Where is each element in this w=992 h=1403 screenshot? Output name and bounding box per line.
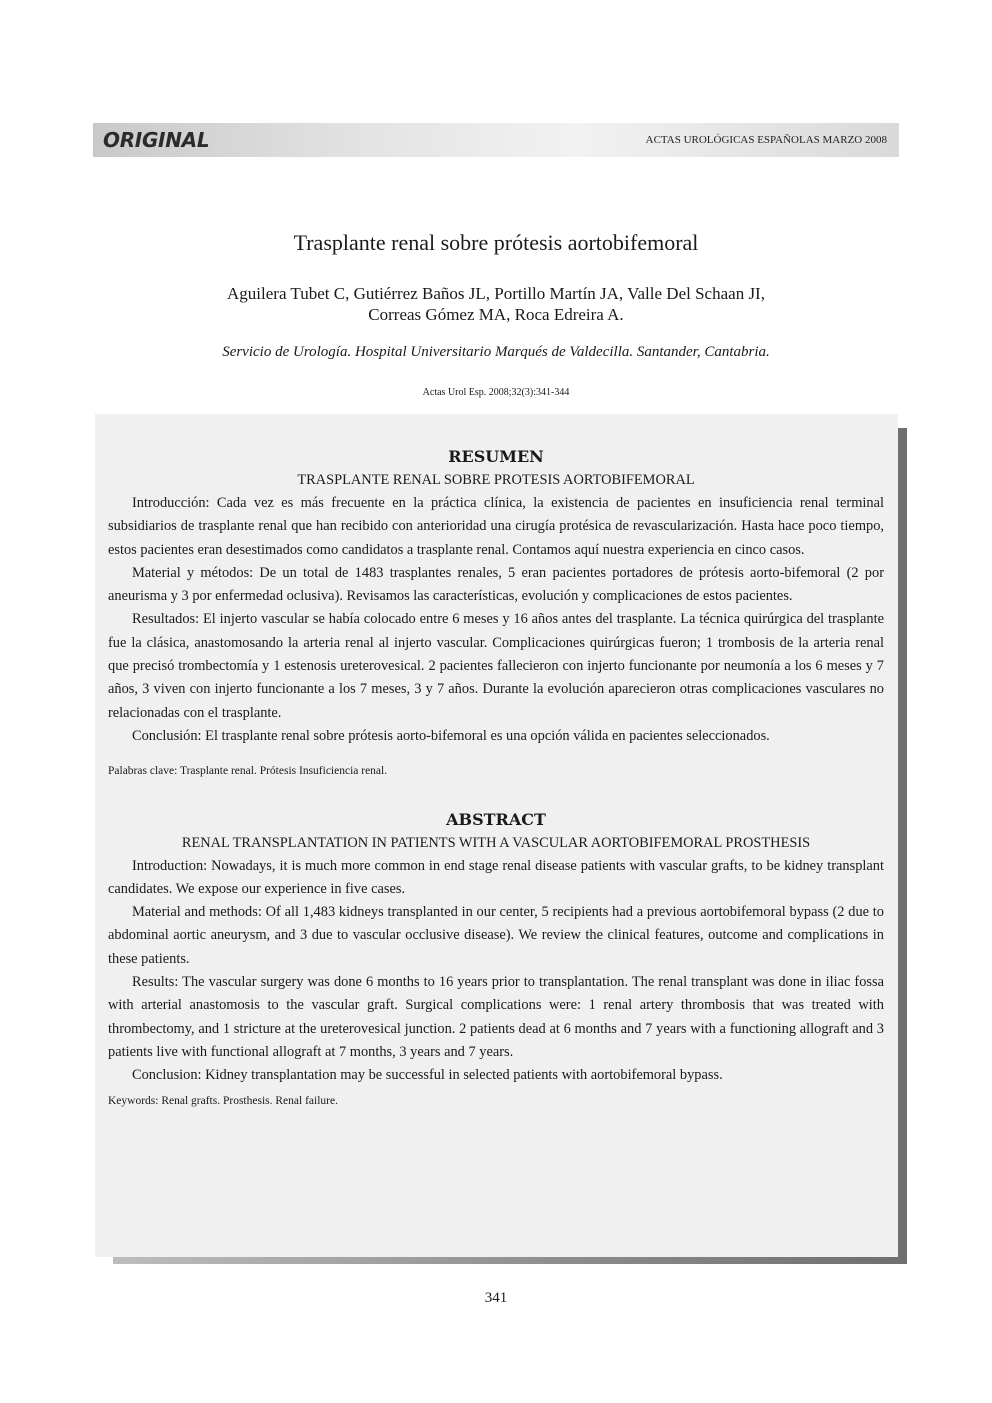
abstract-box-content <box>108 414 884 1113</box>
header-bar <box>93 123 899 157</box>
authors-line-2: Correas Gómez MA, Roca Edreira A. <box>368 305 624 324</box>
author-list <box>0 283 992 325</box>
abstract-box <box>95 414 898 1257</box>
section-label: ORIGINAL <box>103 128 210 152</box>
abstract-paragraph: Conclusion: Kidney transplantation may be successful in selected patients with aortobifemoral bypass. <box>132 1067 723 1084</box>
page-number: 341 <box>484 1290 508 1306</box>
abstract-paragraph: Introduction: Nowadays, it is much more common in end stage renal disease patients with vascular grafts, to be kidney transplant candidates. We expose our experience in five cases. <box>108 857 884 897</box>
resumen-paragraph: Resultados: El injerto vascular se había colocado entre 6 meses y 16 años antes del trasplante. La técnica quirúrgica del trasplante fue la clásica, anastomosando la arteria renal al injerto vascular. Complicaciones quirúrgicas fueron; 1 trombosis de la arteria renal que precisó trombectomía y 1 estenosis ureterovesical. 2 pacientes fallecieron con injerto funcionante por neumonía a los 6 meses y 7 años, 3 viven con injerto funcionante a los 7 meses, 3 y 7 años. Durante la evolución aparecieron otras complicaciones vasculares no relacionadas con el trasplante. <box>108 611 884 721</box>
authors-line-1: Aguilera Tubet C, Gutiérrez Baños JL, Portillo Martín JA, Valle Del Schaan JI, <box>227 284 765 303</box>
abstract-keywords: Keywords: Renal grafts. Prosthesis. Renal failure. <box>108 1094 338 1107</box>
abstract-paragraph: Results: The vascular surgery was done 6 months to 16 years prior to transplantation. The renal transplant was done in iliac fossa with arterial anastomosis to the vascular graft. Surgical complications were: 1 renal artery thrombosis that was treated with thrombectomy, and 1 stricture at the ureterovesical junction. 2 patients dead at 6 months and 7 years with a functioning allograft and 3 patients live with functional allograft at 7 months, 3 years and 7 years. <box>108 974 884 1060</box>
resumen-keywords: Palabras clave: Trasplante renal. Prótesis Insuficiencia renal. <box>108 765 388 778</box>
article-title: Trasplante renal sobre prótesis aortobifemoral <box>293 230 699 255</box>
affiliation: Servicio de Urología. Hospital Universitario Marqués de Valdecilla. Santander, Cantabria. <box>222 344 770 360</box>
abstract-subtitle: RENAL TRANSPLANTATION IN PATIENTS WITH A VASCULAR AORTOBIFEMORAL PROSTHESIS <box>181 834 811 851</box>
resumen-subtitle: TRASPLANTE RENAL SOBRE PROTESIS AORTOBIFEMORAL <box>297 472 695 488</box>
citation: Actas Urol Esp. 2008;32(3):341-344 <box>422 387 570 398</box>
resumen-heading: RESUMEN <box>448 447 544 466</box>
resumen-paragraph: Conclusión: El trasplante renal sobre prótesis aorto-bifemoral es una opción válida en pacientes seleccionados. <box>132 727 770 744</box>
journal-name: ACTAS UROLÓGICAS ESPAÑOLAS MARZO 2008 <box>645 134 887 146</box>
abstract-paragraph: Material and methods: Of all 1,483 kidneys transplanted in our center, 5 recipients had a previous aortobifemoral bypass (2 due to abdominal aortic aneurysm, and 3 due to vascular occlusive disease). We review the clinical features, outcome and complications in these patients. <box>108 904 884 967</box>
resumen-paragraph: Introducción: Cada vez es más frecuente en la práctica clínica, la existencia de pacientes en insuficiencia renal terminal subsidiarios de trasplante renal que han recibido con anterioridad una cirugía protésica de revascularización. Hasta hace poco tiempo, estos pacientes eran desestimados como candidatos a trasplante renal. Contamos aquí nuestra experiencia en cinco casos. <box>108 495 884 558</box>
abstract-heading: ABSTRACT <box>446 809 546 829</box>
resumen-paragraph: Material y métodos: De un total de 1483 trasplantes renales, 5 eran pacientes portadores de prótesis aorto-bifemoral (2 por aneurisma y 3 por enfermedad oclusiva). Revisamos las características, evolución y complicaciones de estos pacientes. <box>108 564 884 605</box>
